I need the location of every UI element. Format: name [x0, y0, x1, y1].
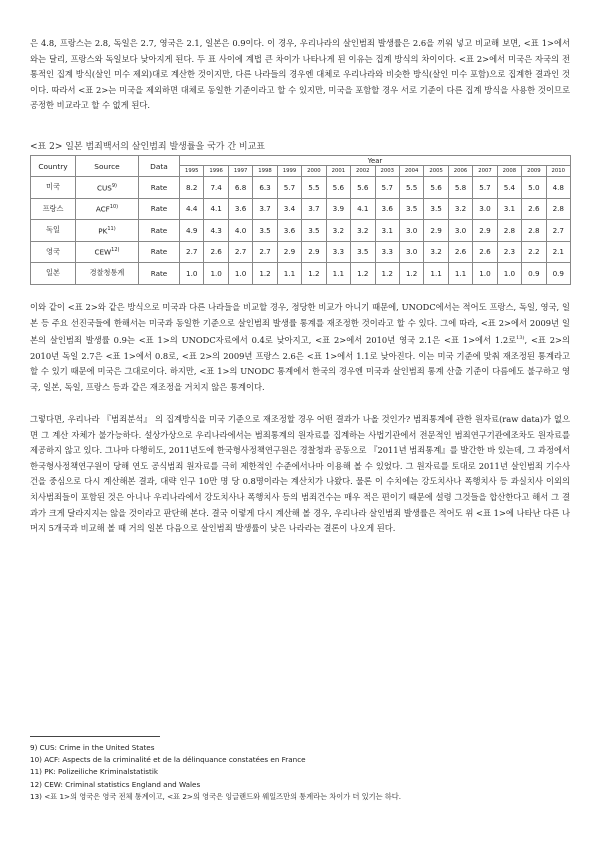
rate-cell: 3.7: [253, 198, 277, 220]
rate-cell: 2.9: [424, 220, 448, 242]
footnote-9: 9) CUS: Crime in the United States: [30, 743, 155, 752]
rate-cell: 5.5: [302, 177, 326, 199]
rate-cell: 0.9: [546, 263, 570, 285]
rate-cell: 1.1: [326, 263, 350, 285]
table-row: [31, 220, 571, 242]
rate-cell: 1.2: [351, 263, 375, 285]
rate-cell: 2.6: [448, 241, 472, 263]
source-name: 경찰청통계: [89, 268, 125, 278]
paragraph-2-text: 이와 같이 <표 2>와 같은 방식으로 미국과 다른 나라들을 비교할 경우, 정당한 비교가 아니기 때문에, UNODC에서는 적어도 프랑스, 독일, 영국, 일본 등 주요 선진국들에 한해서는 미국과 동일한 기준으로 살인범죄 발생률 통계를 재조정한 것이라고 할 수 있다. 그에 따라, <표 2>에서 2009년 일본의 살인범죄 발생률 0.9는 <표 1>의 UNODC자료에서 0.4로 낮아지고, <표 2>에서 2010년 영국 2.1은 <표 1>에서 1.2로: [30, 302, 570, 345]
year-cell: 1997: [228, 166, 252, 177]
rate-cell: 2.9: [473, 220, 497, 242]
table-row: [31, 177, 571, 199]
rate-cell: 0.9: [522, 263, 546, 285]
rate-cell: 2.7: [253, 241, 277, 263]
rate-cell: 3.4: [277, 198, 301, 220]
rate-cell: 2.7: [180, 241, 204, 263]
country-cell: 미국: [31, 177, 76, 199]
rate-cell: 5.7: [375, 177, 399, 199]
year-cell: 1998: [253, 166, 277, 177]
rate-cell: 6.3: [253, 177, 277, 199]
rate-cell: 4.1: [351, 198, 375, 220]
rate-cell: 1.0: [204, 263, 228, 285]
rate-cell: 3.0: [399, 220, 423, 242]
rate-cell: 3.6: [228, 198, 252, 220]
footnote-divider: [30, 736, 160, 737]
year-cell: 2009: [522, 166, 546, 177]
rate-cell: 4.1: [204, 198, 228, 220]
rate-cell: 1.0: [497, 263, 521, 285]
rate-cell: 3.5: [351, 241, 375, 263]
rate-cell: 5.8: [448, 177, 472, 199]
year-cell: 2000: [302, 166, 326, 177]
rate-cell: 2.8: [497, 220, 521, 242]
year-cell: 2006: [448, 166, 472, 177]
paragraph-2: [30, 300, 570, 395]
data-type-cell: Rate: [139, 241, 180, 263]
rate-cell: 3.0: [448, 220, 472, 242]
source-footnote-ref: 10): [109, 204, 119, 211]
year-cell: 1995: [180, 166, 204, 177]
source-name: PK: [98, 225, 108, 235]
rate-cell: 2.8: [546, 198, 570, 220]
rate-cell: 2.9: [277, 241, 301, 263]
rate-cell: 7.4: [204, 177, 228, 199]
rate-cell: 1.2: [302, 263, 326, 285]
rate-cell: 5.5: [399, 177, 423, 199]
table-row: [31, 263, 571, 285]
rate-cell: 3.2: [326, 220, 350, 242]
rate-cell: 4.9: [180, 220, 204, 242]
rate-cell: 6.8: [228, 177, 252, 199]
paragraph-3: 그렇다면, 우리나라 『범죄분석』 의 집계방식을 미국 기준으로 재조정할 경우 어떤 결과가 나올 것인가? 범죄통계에 관한 원자료(raw data)가 없으면 그 계산 자체가 불가능하다. 설상가상으로 우리나라에서는 범죄통계의 원자료를 집계하는 사법기관에서 전문적인 범죄연구기관에조차도 원자료를 제공하지 않고 있다. 그나마 다행히도, 2011년도에 한국형사정책연구원은 경찰청과 공동으로 『2011년 범죄통계』를 발간한 바 있는데, 그 과정에서 한국형사정책연구원이 당해 연도 공식범죄 원자료를 극히 제한적인 수준에서나마 이용해 볼 수 있었다. 그 원자료를 토대로 2011년 살인범죄 기수사건을 중심으로 다시 계산해본 결과, 대략 인구 10만 명 당 0.8명이라는 계산치가 나왔다. 물론 이 수치에는 강도치사나 폭행치사 등 과실치사 이외의 치사범죄들이 포함된 것은 아니나 우리나라에서 강도치사나 폭행치사 등의 범죄건수는 매우 적은 편이기 때문에 설령 그것들을 합산한다고 해서 그 결과가 크게 달라지지는 않을 것이라고 판단해 본다. 결국 이렇게 다시 계산해 볼 경우, 우리나라 살인범죄 발생률은 적어도 위 <표 1>에 나타난 다른 나머지 5개국과 비교해 볼 때 거의 일본 다음으로 살인범죄 발생률이 낮은 나라라는 결론이 나오게 된다.: [30, 414, 570, 534]
header-data: Data: [139, 156, 180, 177]
data-type-cell: Rate: [139, 263, 180, 285]
rate-cell: 5.7: [277, 177, 301, 199]
header-year: Year: [180, 156, 571, 166]
country-cell: 일본: [31, 263, 76, 285]
year-cell: 2008: [497, 166, 521, 177]
rate-cell: 3.5: [424, 198, 448, 220]
year-cell: 1999: [277, 166, 301, 177]
rate-cell: 2.7: [228, 241, 252, 263]
rate-cell: 4.4: [180, 198, 204, 220]
year-cell: 2005: [424, 166, 448, 177]
rate-cell: 3.5: [399, 198, 423, 220]
rate-cell: 2.3: [497, 241, 521, 263]
year-cell: 2002: [351, 166, 375, 177]
source-name: ACF: [95, 204, 110, 214]
rate-cell: 3.0: [399, 241, 423, 263]
rate-cell: 1.0: [473, 263, 497, 285]
year-cell: 2004: [399, 166, 423, 177]
source-footnote-ref: 12): [111, 247, 120, 254]
rate-cell: 1.1: [448, 263, 472, 285]
homicide-rate-table: [30, 155, 571, 285]
rate-cell: 1.1: [424, 263, 448, 285]
paragraph-1: 은 4.8, 프랑스는 2.8, 독일은 2.7, 영국은 2.1, 일본은 0.9이다. 이 경우, 우리나라의 살인범죄 발생률은 2.6을 끼워 넣고 비교해 보면, <표 1>에서와는 달리, 프랑스와 독일보다 낮아지게 된다. 두 표 사이에 계법 큰 차이가 나타나게 된 이유는 집계 방식의 차이이다. <표 2>에서 미국은 자국의 전통적인 집계 방식(살인 미수 제외)대로 계산한 것이지만, 다른 나라들의 경우엔 대체로 우리나라와 비슷한 방식(살인 미수 포함)으로 집계한 결과인 것이다. 따라서 <표 2>는 미국을 제외하면 대체로 동일한 기준이라고 할 수 있지만, 미국을 포함할 경우 서로 기준이 다른 집계 방식을 사용한 것이므로 공정한 비교라고 할 수 없게 된다.: [30, 38, 570, 111]
table-row: [31, 241, 571, 263]
rate-cell: 3.1: [375, 220, 399, 242]
rate-cell: 1.2: [253, 263, 277, 285]
header-source: Source: [76, 156, 139, 177]
rate-cell: 1.0: [228, 263, 252, 285]
rate-cell: 3.3: [375, 241, 399, 263]
header-country: Country: [31, 156, 76, 177]
rate-cell: 2.6: [204, 241, 228, 263]
year-cell: 2010: [546, 166, 570, 177]
rate-cell: 4.0: [228, 220, 252, 242]
source-cell: [76, 198, 139, 220]
rate-cell: 2.6: [522, 198, 546, 220]
rate-cell: 3.7: [302, 198, 326, 220]
footnote-13: 13) <표 1>의 영국은 영국 전체 통계이고, <표 2>의 영국은 잉글랜드와 웨일즈만의 통계라는 차이가 더 있기는 하다.: [30, 791, 401, 801]
source-cell: [76, 177, 139, 199]
rate-cell: 3.9: [326, 198, 350, 220]
paragraph-2-rest: , <표 2>의 2010년 독일 2.7은 <표 1>에서 0.8로, <표 2>의 2009년 프랑스 2.6은 <표 1>에서 1.1로 낮아진다. 이는 미국 기준에 맞춰 재조정된 통계라고 할 수 있기 때문에 미국은 그대로이다. 하지만, <표 1>의 UNODC 통계에서 한국의 경우엔 미국과 살인범죄 통계 산출 기준이 다름에도 불구하고 영국, 일본, 독일, 프랑스 등과 같은 재조정을 거치지 않은 통계이다.: [30, 334, 571, 392]
footnotes: [30, 742, 401, 803]
year-cell: 2001: [326, 166, 350, 177]
country-cell: 독일: [31, 220, 76, 242]
year-cell: 2003: [375, 166, 399, 177]
footnote-ref-13: 13): [516, 335, 525, 342]
rate-cell: 5.4: [497, 177, 521, 199]
rate-cell: 2.2: [522, 241, 546, 263]
data-type-cell: Rate: [139, 177, 180, 199]
rate-cell: 4.8: [546, 177, 570, 199]
source-name: CEW: [94, 247, 112, 257]
rate-cell: 5.6: [326, 177, 350, 199]
rate-cell: 2.9: [302, 241, 326, 263]
footnote-12: 12) CEW: Criminal statistics England and Wales: [30, 779, 201, 789]
source-cell: [76, 263, 139, 285]
rate-cell: 3.6: [277, 220, 301, 242]
rate-cell: 3.0: [473, 198, 497, 220]
data-type-cell: Rate: [139, 198, 180, 220]
rate-cell: 1.1: [277, 263, 301, 285]
country-cell: 영국: [31, 241, 76, 263]
source-footnote-ref: 11): [107, 225, 116, 232]
year-cell: 2007: [473, 166, 497, 177]
rate-cell: 5.6: [424, 177, 448, 199]
rate-cell: 5.6: [351, 177, 375, 199]
rate-cell: 3.3: [326, 241, 350, 263]
rate-cell: 2.6: [473, 241, 497, 263]
rate-cell: 5.0: [522, 177, 546, 199]
data-type-cell: Rate: [139, 220, 180, 242]
rate-cell: 1.2: [375, 263, 399, 285]
rate-cell: 5.7: [473, 177, 497, 199]
rate-cell: 3.5: [302, 220, 326, 242]
rate-cell: 3.5: [253, 220, 277, 242]
footnote-10: 10) ACF: Aspects de la criminalité et de la délinquance constatées en France: [30, 755, 306, 765]
source-cell: [76, 241, 139, 263]
rate-cell: 3.2: [448, 198, 472, 220]
rate-cell: 8.2: [180, 177, 204, 199]
table-row: [31, 198, 571, 220]
rate-cell: 3.2: [351, 220, 375, 242]
rate-cell: 2.8: [522, 220, 546, 242]
rate-cell: 1.2: [399, 263, 423, 285]
source-cell: [76, 220, 139, 242]
source-name: CUS: [97, 182, 112, 192]
rate-cell: 4.3: [204, 220, 228, 242]
rate-cell: 2.1: [546, 241, 570, 263]
rate-cell: 3.1: [497, 198, 521, 220]
rate-cell: 3.2: [424, 241, 448, 263]
rate-cell: 3.6: [375, 198, 399, 220]
rate-cell: 2.7: [546, 220, 570, 242]
source-footnote-ref: 9): [111, 182, 117, 189]
table-caption: <표 2> 일본 범죄백서의 살인범죄 발생률을 국가 간 비교표: [30, 142, 265, 152]
rate-cell: 1.0: [180, 263, 204, 285]
footnote-11: 11) PK: Polizeiliche Kriminalstatistik: [30, 767, 158, 777]
year-cell: 1996: [204, 166, 228, 177]
country-cell: 프랑스: [31, 198, 76, 220]
